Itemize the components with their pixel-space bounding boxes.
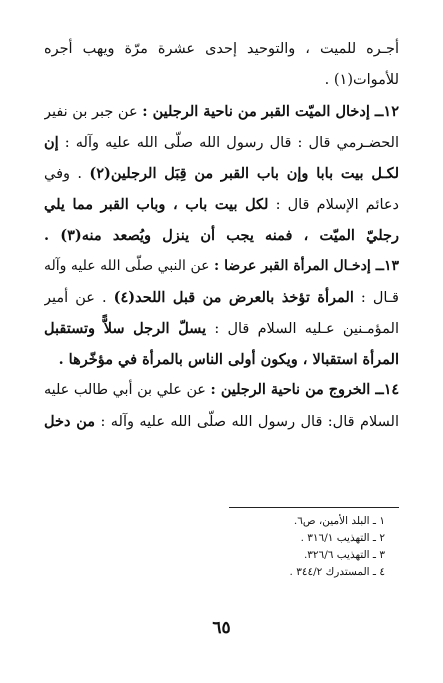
section-heading: ١٣ــ إدخـال المرأة القبر عرضا : xyxy=(213,258,399,274)
main-text xyxy=(44,34,399,437)
hadith-text: من دخل xyxy=(44,413,96,430)
section-heading: ١٤ــ الخروج من ناحية الرجلين : xyxy=(210,382,399,398)
page-number: ٦٥ xyxy=(212,618,231,638)
text-line-9 xyxy=(44,282,399,313)
footnote-3: ٣ ـ التهذيب ٣٢٦/٦. xyxy=(303,549,385,561)
line-text: . وفي xyxy=(44,166,90,182)
hadith-text: إن xyxy=(44,134,59,151)
footnote-divider xyxy=(229,507,399,508)
text-line-10 xyxy=(44,313,399,344)
hadith-text: لكل بيت باب ، وباب القبر مما يلي xyxy=(44,196,269,213)
text-line-13 xyxy=(44,406,399,437)
footnote-2: ٢ ـ التهذيب ٣١٦/١ . xyxy=(300,532,385,544)
line-text: . عن أمير xyxy=(44,290,114,306)
text-line-11 xyxy=(44,344,399,375)
section-heading: ١٢ــ إدخال الميّت القبر من ناحية الرجلين : xyxy=(142,103,399,120)
text-line-1 xyxy=(44,34,399,65)
line-text: عن جبر بن نفير xyxy=(44,104,143,120)
hadith-text: لكـل بيت بابا وإن باب القبر من قِبَل الرجلين(٢) xyxy=(89,165,399,182)
hadith-text: يسلّ الرجل سلاًّ وتستقبل xyxy=(44,320,207,337)
footnotes xyxy=(44,513,385,581)
text-line-7 xyxy=(44,220,399,251)
section-12-heading-line xyxy=(44,96,399,127)
line-text: أجـره للميت ، والتوحيد إحدى عشرة مرّة ويهب أجره xyxy=(44,41,399,57)
footnote-4: ٤ ـ المستدرك ٣٤٤/٢ . xyxy=(289,566,385,578)
text-line-2 xyxy=(44,65,399,96)
hadith-text: المرأة تؤخذ بالعرض من قبل اللحد(٤) xyxy=(113,289,354,306)
footnote-1: ١ ـ البلد الأمين، ص٦. xyxy=(293,515,385,527)
line-text: السلام قال: قال رسول الله صلّى الله عليه وآله : xyxy=(95,414,399,430)
line-text: دعائم الإسلام قال : xyxy=(268,197,399,213)
section-14-heading-line xyxy=(44,375,399,406)
line-text: قـال : xyxy=(353,290,399,306)
line-text: عن علي بن أبي طالب عليه xyxy=(44,382,211,398)
line-text: للأموات(١) . xyxy=(324,72,399,88)
hadith-text: المرأة استقبالا ، ويكون أولى الناس بالمرأة في مؤخّرها . xyxy=(58,351,399,368)
text-line-6 xyxy=(44,189,399,220)
text-line-4 xyxy=(44,127,399,158)
line-text: الحضـرمي قال : قال رسول الله صلّى الله عليه وآله : xyxy=(58,135,399,151)
text-line-5 xyxy=(44,158,399,189)
section-13-heading-line xyxy=(44,251,399,282)
line-text: المؤمـنين عـليه السلام قال : xyxy=(206,321,399,337)
hadith-text: رجليّ الميّت ، فمنه يجب أن ينزل ويُصعد منه(٣) . xyxy=(44,227,399,244)
line-text: عن النبي صلّى الله عليه وآله xyxy=(44,258,214,274)
